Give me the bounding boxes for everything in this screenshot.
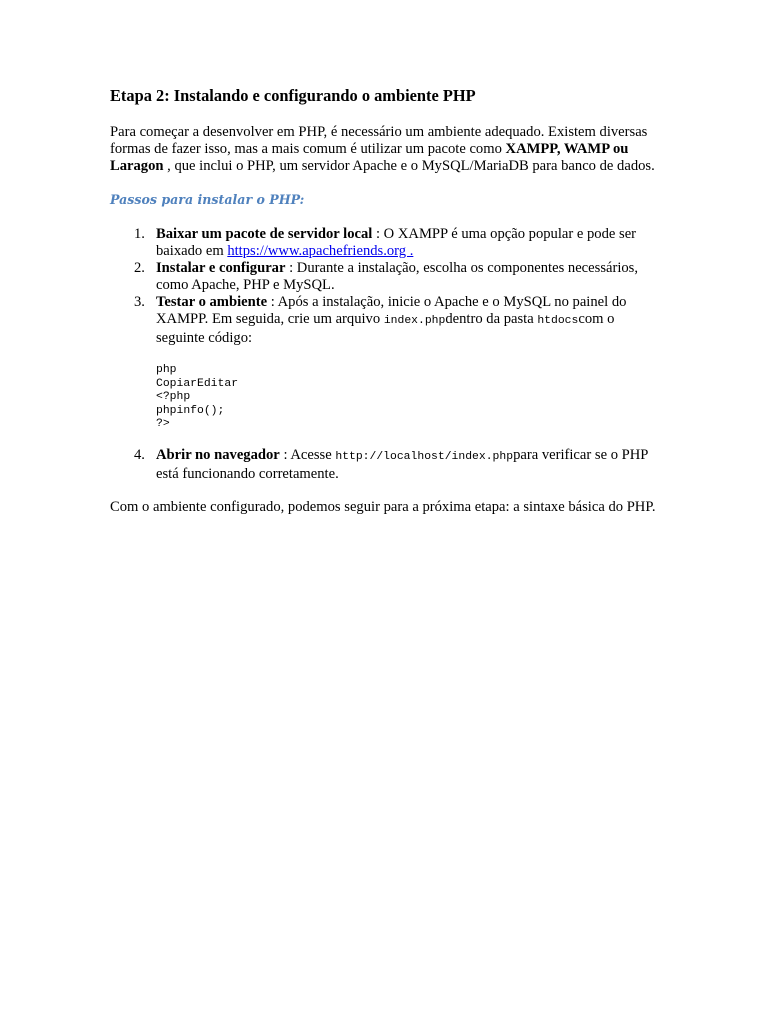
step-number: 4. <box>134 446 145 463</box>
step-number: 1. <box>134 226 145 242</box>
section-heading: Etapa 2: Instalando e configurando o ambiente PHP <box>110 86 476 105</box>
closing-paragraph: Com o ambiente configurado, podemos seguir para a próxima etapa: a sintaxe básica do PHP. <box>110 498 656 515</box>
inline-code-url: http://localhost/index.php <box>335 450 514 463</box>
step-title: Instalar e configurar <box>156 260 286 276</box>
step-text: : O XAMPP é uma opção popular e pode ser baixado em <box>156 226 637 259</box>
step-item-1 <box>110 226 658 260</box>
step-item-2 <box>110 260 658 294</box>
code-line-language: php <box>156 364 177 376</box>
inline-code-folder: htdocs <box>537 315 579 327</box>
intro-bold-packages: XAMPP, WAMP ou Laragon <box>110 141 629 174</box>
php-code-block <box>156 364 658 432</box>
intro-text-end: , que inclui o PHP, um servidor Apache e o MySQL/MariaDB para banco de dados. <box>163 158 655 174</box>
code-line: phpinfo(); <box>156 404 225 417</box>
step-text: : Após a instalação, inicie o Apache e o MySQL no painel do XAMPP. Em seguida, crie um arquivo <box>156 294 627 327</box>
step-text-end: com o seguinte código: <box>156 311 615 346</box>
code-line: <?php <box>156 391 191 404</box>
code-line: ?> <box>156 418 170 431</box>
step-title: Baixar um pacote de servidor local <box>156 226 373 242</box>
step-number: 3. <box>134 294 145 310</box>
inline-code-filename: index.php <box>383 315 446 327</box>
steps-subheading: Passos para instalar o PHP: <box>110 192 305 207</box>
step-text-continued: dentro da pasta <box>445 311 538 327</box>
intro-text-start: Para começar a desenvolver em PHP, é necessário um ambiente adequado. Existem diversas formas de fazer isso, mas a mais comum é utilizar um pacote como <box>110 124 648 157</box>
code-line-copy-label: CopiarEditar <box>156 377 239 390</box>
step-item-4 <box>110 447 658 483</box>
step-item-3 <box>110 294 658 432</box>
step-text: : Durante a instalação, escolha os componentes necessários, como Apache, PHP e MySQL. <box>156 260 639 293</box>
step-title: Testar o ambiente <box>156 294 268 310</box>
step-text: : Acesse <box>279 446 336 463</box>
apachefriends-link[interactable]: https://www.apachefriends.org . <box>227 243 414 259</box>
step-number: 2. <box>134 260 145 276</box>
step-text-end: para verificar se o PHP está funcionando corretamente. <box>156 446 648 482</box>
document-page <box>110 86 658 516</box>
step-title: Abrir no navegador <box>156 446 280 463</box>
intro-paragraph <box>110 124 658 175</box>
steps-list <box>110 226 658 483</box>
